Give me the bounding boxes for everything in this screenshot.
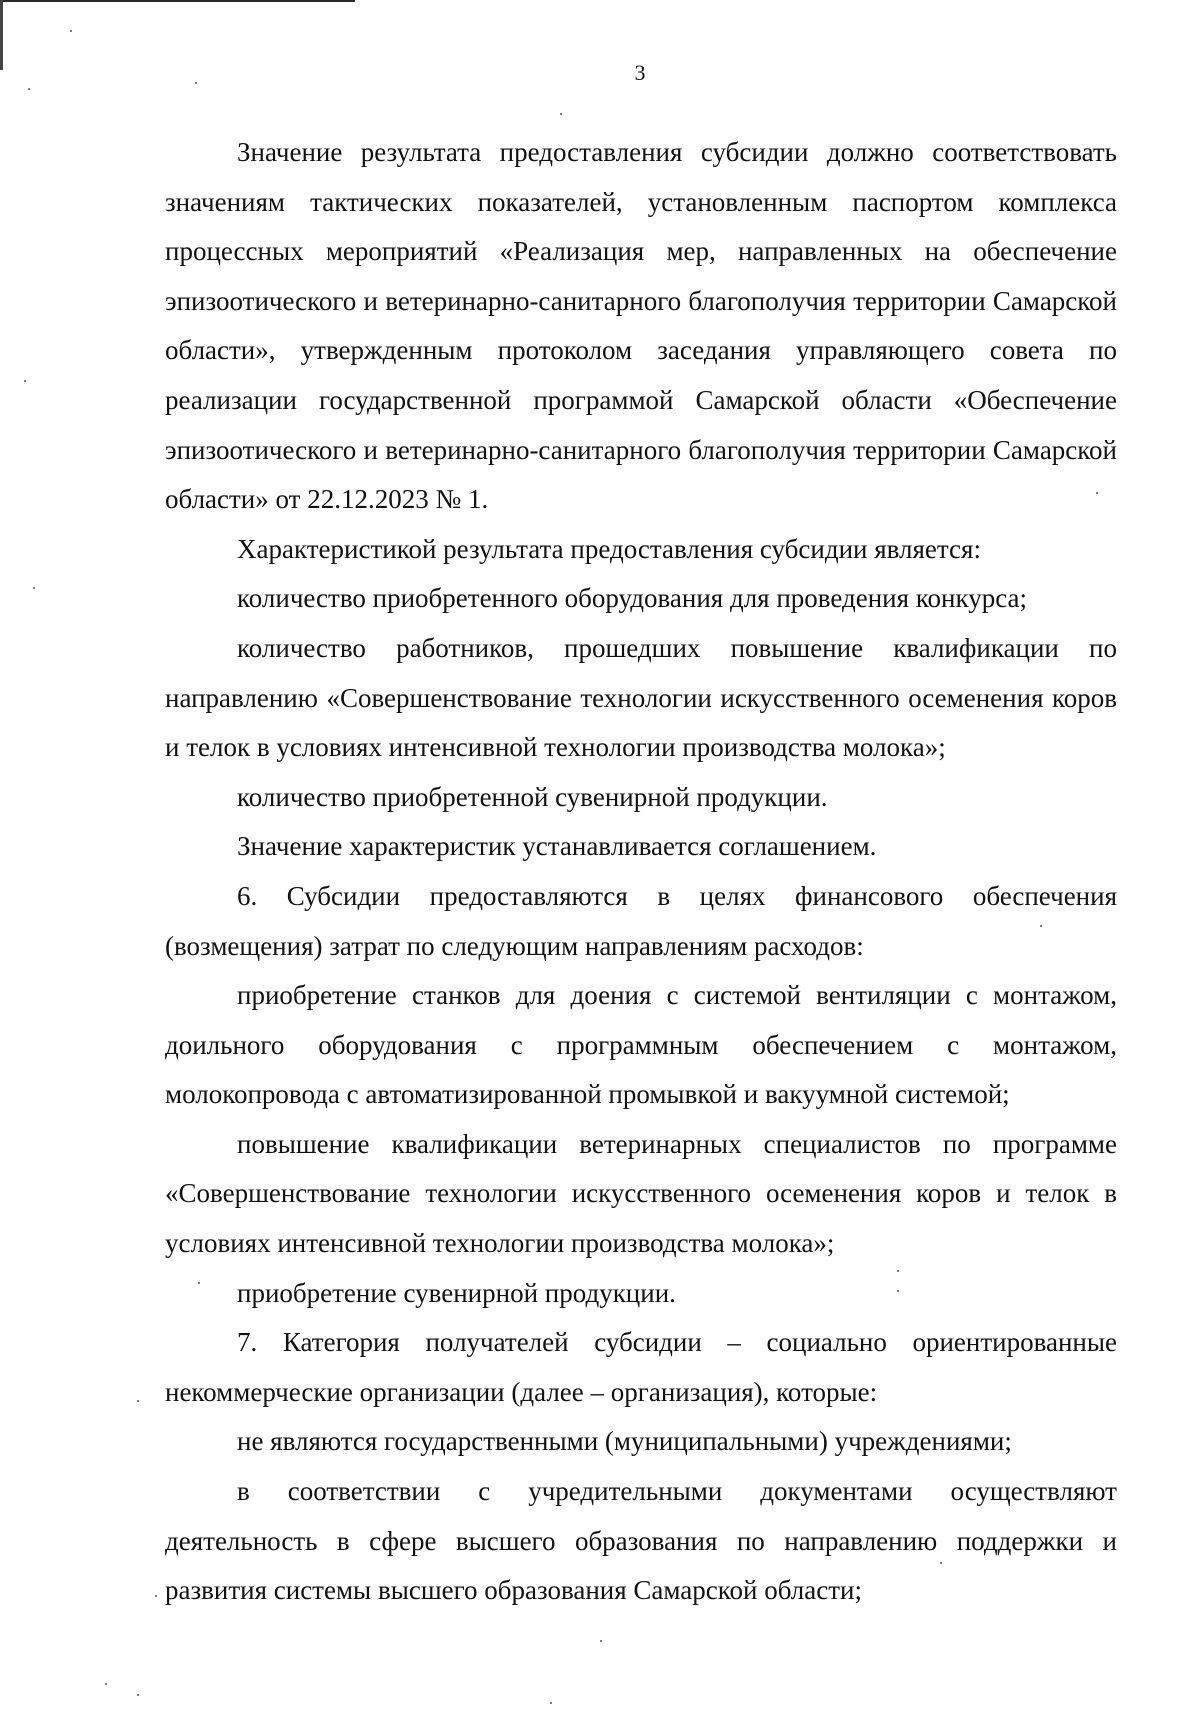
list-item-veterinary-training: повышение квалификации ветеринарных специалистов по программе «Совершенствование технологии искусственного осеменения коров и телок в условиях интенсивной технологии производства молока»; bbox=[165, 1128, 1117, 1259]
scan-speck bbox=[600, 1640, 602, 1642]
scan-speck bbox=[137, 1694, 139, 1696]
list-item-equipment-count: количество приобретенного оборудования для проведения конкурса; bbox=[237, 583, 1028, 614]
list-item-milking-equipment: приобретение станков для доения с системой вентиляции с монтажом, доильного оборудования с программным обеспечением с монтажом, молокопровода с автоматизированной промывкой и вакуумной системой; bbox=[165, 980, 1117, 1110]
document-body bbox=[165, 128, 1117, 1616]
scan-speck bbox=[70, 30, 72, 32]
list-item-trained-workers-count: количество работников, прошедших повышение квалификации по направлению «Совершенствование технологии искусственного осеменения коров и телок в условиях интенсивной технологии производства молока»; bbox=[165, 632, 1117, 763]
paragraph-result-value: Значение результата предоставления субсидии должно соответствовать значениям тактических показателей, установленным паспортом комплекса процессных мероприятий «Реализация мер, направленных на обеспечение эпизоотического и ветеринарно-санитарного благополучия территории Самарской области», утвержденным протоколом заседания управляющего совета по реализации государственной программой Самарской области «Обеспечение эпизоотического и ветеринарно-санитарного благополучия территории Самарской области» от 22.12.2023 № 1. bbox=[165, 137, 1117, 515]
scan-speck bbox=[560, 113, 562, 115]
scan-speck bbox=[105, 1683, 107, 1685]
scan-speck bbox=[28, 88, 30, 90]
paragraph-clause-7: 7. Категория получателей субсидии – социально ориентированные некоммерческие организации (далее – организация), которые: bbox=[165, 1327, 1117, 1407]
list-item-souvenir-count: количество приобретенной сувенирной продукции. bbox=[237, 781, 828, 812]
scan-top-rule bbox=[0, 0, 355, 2]
paragraph-clause-6: 6. Субсидии предоставляются в целях финансового обеспечения (возмещения) затрат по следующим направлениям расходов: bbox=[165, 880, 1117, 961]
scan-speck bbox=[137, 1400, 139, 1402]
list-item-higher-education: в соответствии с учредительными документами осуществляют деятельность в сфере высшего образования по направлению поддержки и развития системы высшего образования Самарской области; bbox=[165, 1476, 1117, 1606]
paragraph-result-characteristic: Характеристикой результата предоставления субсидии является: bbox=[237, 533, 981, 564]
scan-speck bbox=[155, 1595, 157, 1597]
paragraph-characteristic-value: Значение характеристик устанавливается соглашением. bbox=[237, 831, 877, 862]
list-item-souvenir-purchase: приобретение сувенирной продукции. bbox=[237, 1277, 676, 1308]
scan-speck bbox=[550, 1702, 552, 1704]
list-item-not-state-institution: не являются государственными (муниципальными) учреждениями; bbox=[237, 1426, 1012, 1457]
scan-speck bbox=[33, 587, 35, 589]
scan-speck bbox=[24, 380, 26, 382]
page-number: 3 bbox=[634, 60, 646, 85]
